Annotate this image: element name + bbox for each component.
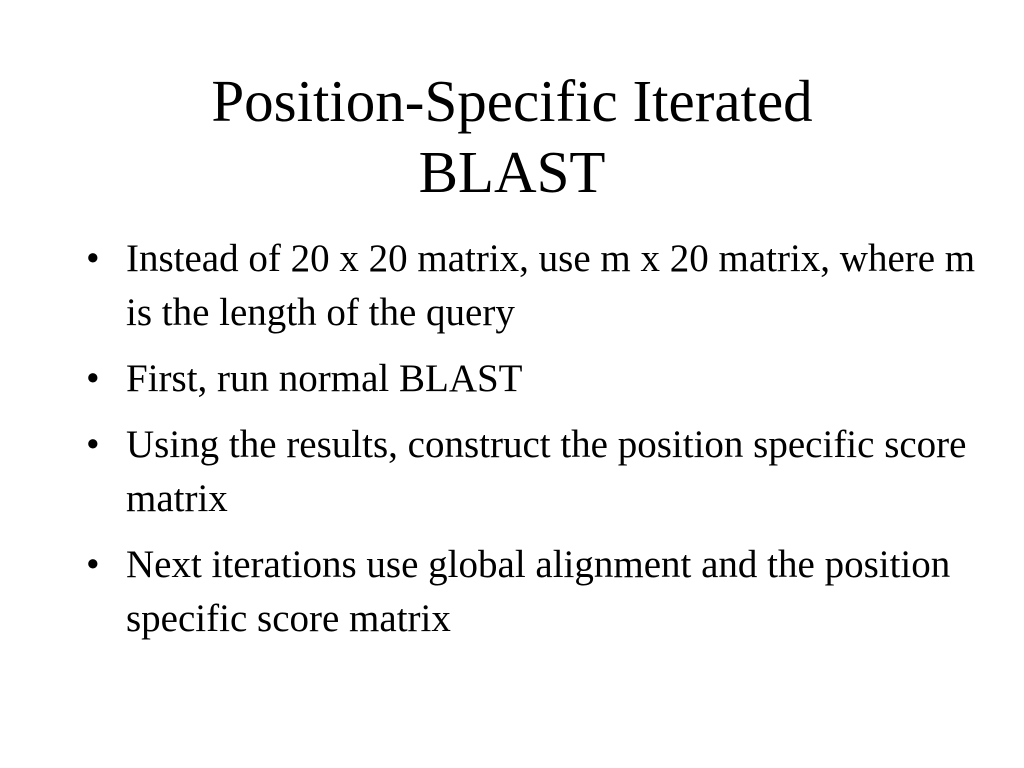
bullet-icon: • (86, 543, 100, 586)
bullet-text: Next iterations use global alignment and the position specific score matrix (126, 543, 951, 640)
slide-title-line: BLAST (418, 139, 606, 205)
bullet-text: Instead of 20 x 20 matrix, use m x 20 matrix, where m is the length of the query (126, 237, 976, 334)
bullet-icon: • (86, 237, 100, 280)
bullet-item (86, 538, 986, 646)
bullet-icon: • (86, 357, 100, 400)
slide-title-line: Position-Specific Iterated (211, 68, 813, 134)
slide-title (0, 66, 1024, 208)
bullet-text: Using the results, construct the position specific score matrix (126, 423, 967, 520)
bullet-icon: • (86, 423, 100, 466)
bullet-item (86, 352, 986, 406)
bullet-list (86, 232, 986, 658)
bullet-item (86, 232, 986, 340)
bullet-text: First, run normal BLAST (126, 357, 523, 400)
bullet-item (86, 418, 986, 526)
